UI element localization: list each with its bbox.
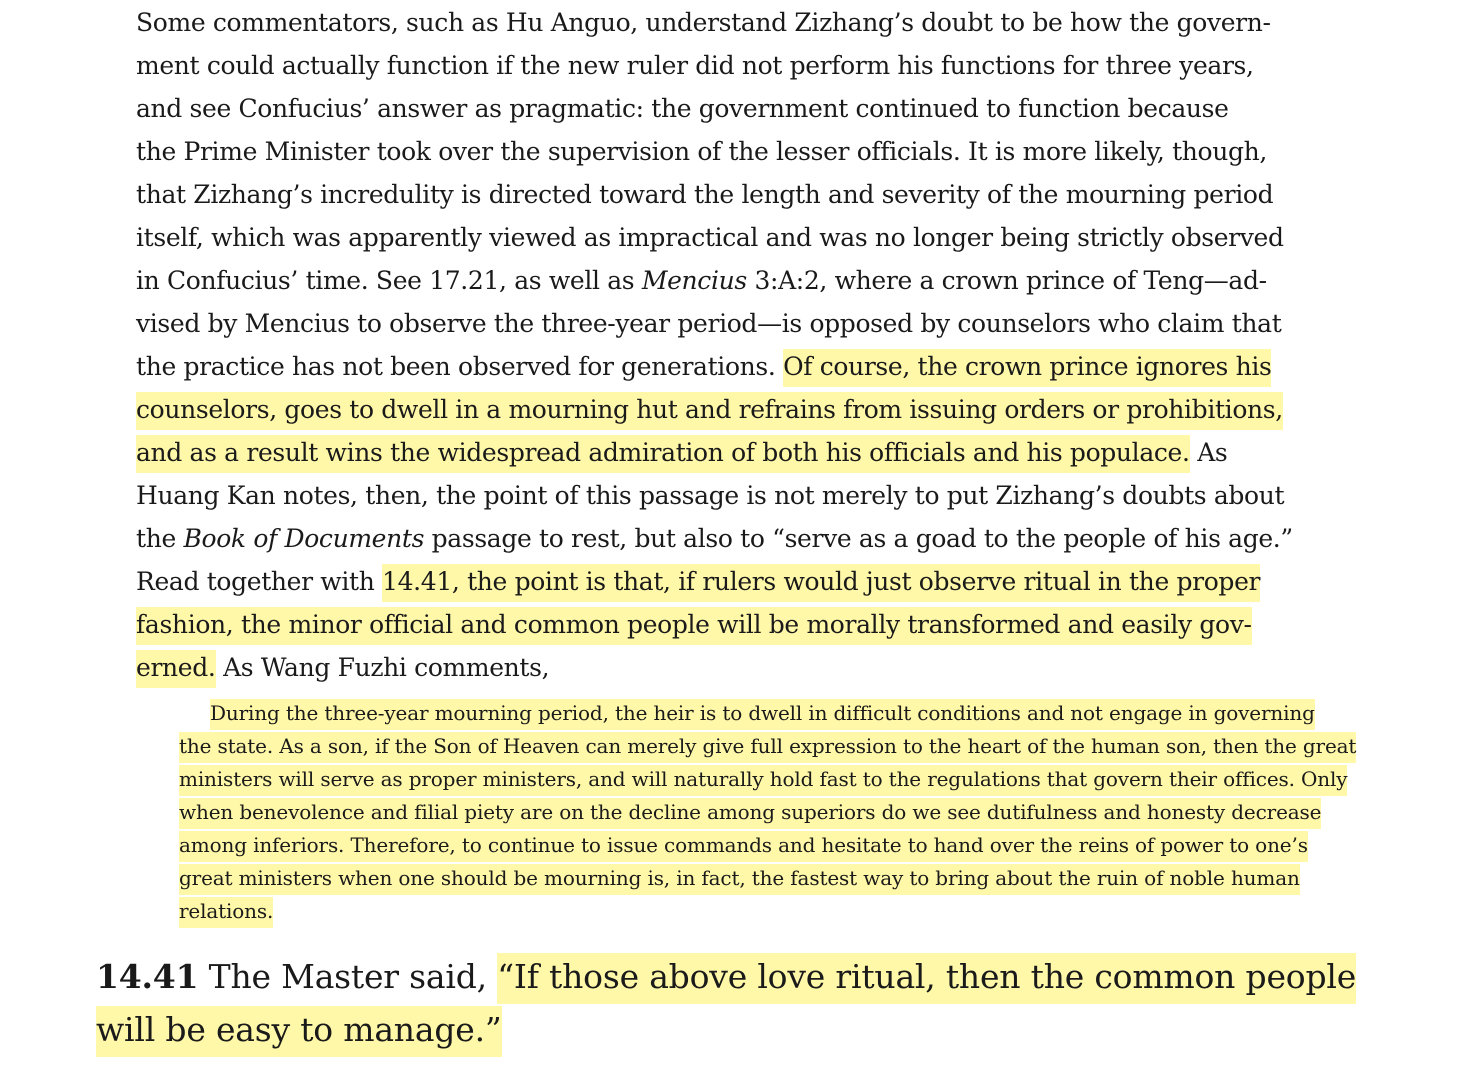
commentary-line-10 xyxy=(136,397,1283,422)
quote-line-2 xyxy=(179,736,1356,756)
text-run: vised by Mencius to observe the three-year period—is opposed by counselors who claim that xyxy=(136,309,1282,338)
highlighted-text: the state. As a son, if the Son of Heaven can merely give full expression to the heart of the human son, then the great xyxy=(179,732,1356,763)
text-run: passage to rest, but also to “serve as a goad to the people of his age.” xyxy=(424,524,1293,553)
highlighted-text: when benevolence and filial piety are on the decline among superiors do we see dutifulness and honesty decrease xyxy=(179,798,1321,829)
highlighted-text: ministers will serve as proper ministers, and will naturally hold fast to the regulations that govern their offices. Only xyxy=(179,765,1347,796)
text-run: in Confucius’ time. See 17.21, as well as xyxy=(136,266,642,295)
highlighted-text: “If those above love ritual, then the common people xyxy=(497,953,1356,1004)
highlighted-text: great ministers when one should be mourning is, in fact, the fastest way to bring about the ruin of noble human xyxy=(179,864,1300,895)
commentary-line-11 xyxy=(136,440,1227,465)
commentary-line-7 xyxy=(136,268,1267,293)
highlighted-text: counselors, goes to dwell in a mourning hut and refrains from issuing orders or prohibitions, xyxy=(136,392,1283,430)
text-run: Read together with xyxy=(136,567,383,596)
text-run: itself, which was apparently viewed as impractical and was no longer being strictly observed xyxy=(136,223,1284,252)
quote-line-6 xyxy=(179,868,1300,888)
quote-line-3 xyxy=(179,769,1347,789)
commentary-line-12 xyxy=(136,483,1284,508)
commentary-line-16 xyxy=(136,655,549,680)
commentary-line-6 xyxy=(136,225,1284,250)
text-run: As xyxy=(1189,438,1228,467)
text-run: the practice has not been observed for generations. xyxy=(136,352,784,381)
text-run: and see Confucius’ answer as pragmatic: the government continued to function because xyxy=(136,94,1229,123)
commentary-line-13 xyxy=(136,526,1293,551)
commentary-line-15 xyxy=(136,612,1252,637)
text-run: Some commentators, such as Hu Anguo, understand Zizhang’s doubt to be how the govern- xyxy=(136,8,1271,37)
highlighted-text: among inferiors. Therefore, to continue to issue commands and hesitate to hand over the reins of power to one’s xyxy=(179,831,1308,862)
italic-title: Book of Documents xyxy=(183,524,425,553)
verse-line-1-text xyxy=(198,953,1356,1004)
highlighted-text: and as a result wins the widespread admiration of both his officials and his populace. xyxy=(136,435,1190,473)
highlighted-text: relations. xyxy=(179,897,273,928)
highlighted-text: erned. xyxy=(136,650,216,688)
highlighted-text: Of course, the crown prince ignores his xyxy=(783,349,1271,387)
text-run: ment could actually function if the new ruler did not perform his functions for three years, xyxy=(136,51,1254,80)
text-run: 3:A:2, where a crown prince of Teng—ad- xyxy=(746,266,1267,295)
verse-line-1 xyxy=(96,957,1357,996)
text-run: The Master said, xyxy=(198,957,498,996)
highlighted-text: 14.41, the point is that, if rulers would just observe ritual in the proper xyxy=(382,564,1260,602)
verse-number: 14.41 xyxy=(96,957,199,996)
text-run: Huang Kan notes, then, the point of this passage is not merely to put Zizhang’s doubts about xyxy=(136,481,1285,510)
text-run: the xyxy=(136,524,184,553)
highlighted-text: During the three-year mourning period, the heir is to dwell in difficult conditions and not engage in governing xyxy=(210,699,1315,730)
quote-line-5 xyxy=(179,835,1308,855)
highlighted-text: will be easy to manage.” xyxy=(96,1006,502,1057)
commentary-line-5 xyxy=(136,182,1273,207)
commentary-line-1 xyxy=(136,10,1271,35)
quote-line-7 xyxy=(179,901,273,921)
quote-line-1 xyxy=(210,703,1315,723)
highlighted-text: fashion, the minor official and common people will be morally transformed and easily gov- xyxy=(136,607,1252,645)
italic-title: Mencius xyxy=(641,266,747,295)
verse-line-2 xyxy=(96,1010,502,1049)
commentary-line-2 xyxy=(136,53,1254,78)
commentary-line-4 xyxy=(136,139,1267,164)
commentary-line-9 xyxy=(136,354,1271,379)
commentary-line-8 xyxy=(136,311,1281,336)
quote-line-4 xyxy=(179,802,1321,822)
commentary-line-14 xyxy=(136,569,1260,594)
text-run: As Wang Fuzhi comments, xyxy=(215,653,550,682)
text-run: that Zizhang’s incredulity is directed toward the length and severity of the mourning period xyxy=(136,180,1274,209)
text-run: the Prime Minister took over the supervision of the lesser officials. It is more likely, though, xyxy=(136,137,1268,166)
commentary-line-3 xyxy=(136,96,1229,121)
